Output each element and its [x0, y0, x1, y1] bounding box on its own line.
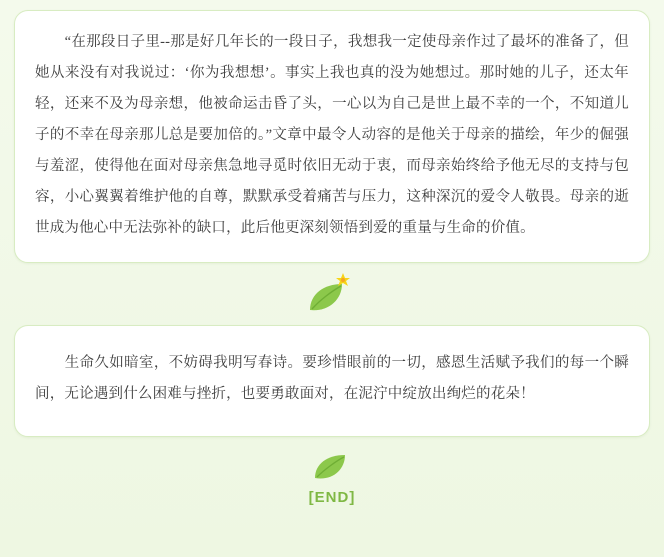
article-card-main [14, 10, 650, 263]
leaf-flower-decoration [302, 272, 362, 316]
divider-leaf-bottom [14, 437, 650, 485]
article-closing-paragraph: 生命久如暗室，不妨碍我明写春诗。要珍惜眼前的一切，感恩生活赋予我们的每一个瞬间，无论遇到什么困难与挫折，也要勇敢面对，在泥泞中绽放出绚烂的花朵！ [35, 355, 629, 402]
divider-leaf-flower [14, 263, 650, 325]
leaf-icon [309, 449, 355, 483]
end-label: [END] [308, 489, 356, 506]
article-main-paragraph: “在那段日子里--那是好几年长的一段日子，我想我一定使母亲作过了最坏的准备了，但她从来没有对我说过：‘你为我想想’。事实上我也真的没为她想过。那时她的儿子，还太年轻，还来不及为母亲想，他被命运击昏了头，一心以为自己是世上最不幸的一个，不知道儿子的不幸在母亲那儿总是要加倍的。”文章中最令人动容的是他关于母亲的描绘，年少的倔强与羞涩，使得他在面对母亲焦急地寻觅时依旧无动于衷，而母亲始终给予他无尽的支持与包容，小心翼翼着维护他的自尊，默默承受着痛苦与压力，这种深沉的爱令人敬畏。母亲的逝世成为他心中无法弥补的缺口，此后他更深刻领悟到爱的重量与生命的价值。 [35, 34, 629, 236]
article-main-body [15, 11, 649, 262]
article-closing-body [15, 326, 649, 436]
leaf-flower-icon [302, 272, 362, 316]
article-card-closing [14, 325, 650, 437]
end-marker [14, 485, 650, 507]
